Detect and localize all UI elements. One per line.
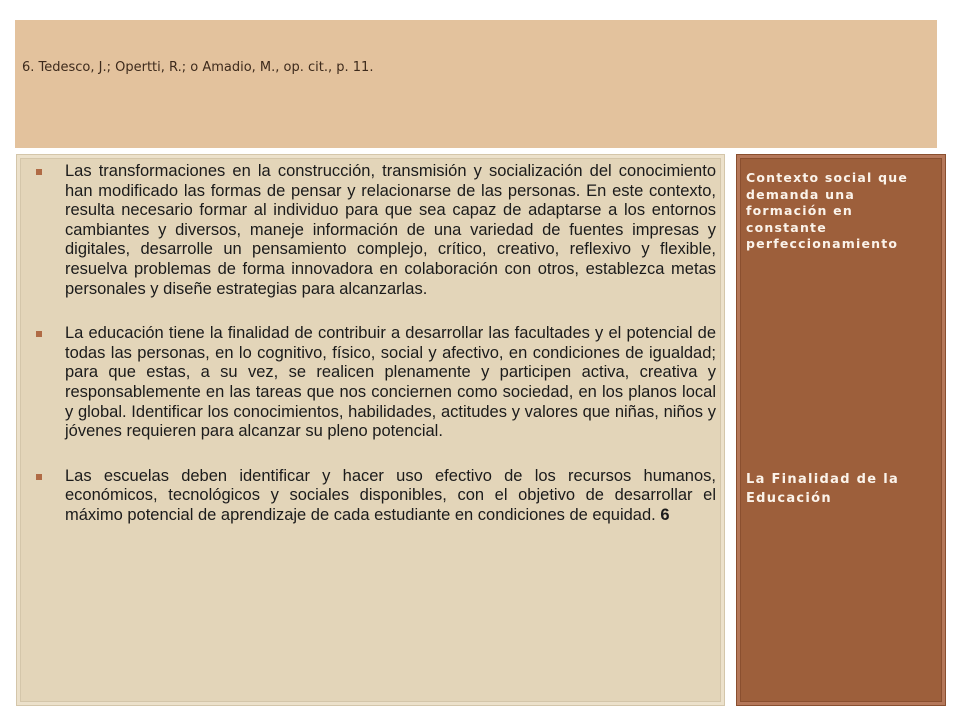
- square-bullet-icon: [36, 474, 42, 480]
- bullet-item: [36, 162, 716, 299]
- footnote-reference: 6: [660, 505, 670, 524]
- square-bullet-icon: [36, 331, 42, 337]
- bullet-text: Las escuelas deben identificar y hacer uso efectivo de los recursos humanos, económicos, tecnológicos y sociales disponibles, con el objetivo de desarrollar el máximo potencial de aprendizaje de cada estudiante en condiciones de equidad. 6: [65, 466, 716, 524]
- main-content-panel: [16, 154, 725, 706]
- square-bullet-icon: [36, 169, 42, 175]
- side-heading-purpose: La Finalidad de la Educación: [746, 472, 900, 506]
- bullet-text: La educación tiene la finalidad de contribuir a desarrollar las facultades y el potencial de todas las personas, en lo cognitivo, físico, social y afectivo, en condiciones de igualdad; para que estas, a su vez, se realicen plenamente y participen activa, creativa y responsablemente en las tareas que nos conciernen como sociedad, en los planos local y global. Identificar los conocimientos, habilidades, actitudes y valores que niñas, niños y jóvenes requieren para alcanzar su pleno potencial.: [65, 324, 716, 441]
- bullet-text: Las transformaciones en la construcción, transmisión y socialización del conocimiento han modificado las formas de pensar y relacionarse de las personas. En este contexto, resulta necesario formar al individuo para que sea capaz de adaptarse a los entornos cambiantes y diversos, maneje información de una variedad de fuentes impresas y digitales, desarrolle un pensamiento complejo, crítico, creativo, reflexivo y flexible, resuelva problemas de forma innovadora en colaboración con otros, establezca metas personales y diseñe estrategias para alcanzarlas.: [65, 162, 716, 298]
- bullet-list: [36, 162, 716, 551]
- bullet-item: [36, 467, 716, 526]
- side-panel: [736, 154, 946, 706]
- side-heading-context: Contexto social que demanda una formación en constante perfeccionamiento: [746, 170, 909, 251]
- header-banner: [15, 20, 937, 148]
- bullet-item: [36, 324, 716, 442]
- footnote-citation: 6. Tedesco, J.; Opertti, R.; o Amadio, M., op. cit., p. 11.: [22, 60, 374, 75]
